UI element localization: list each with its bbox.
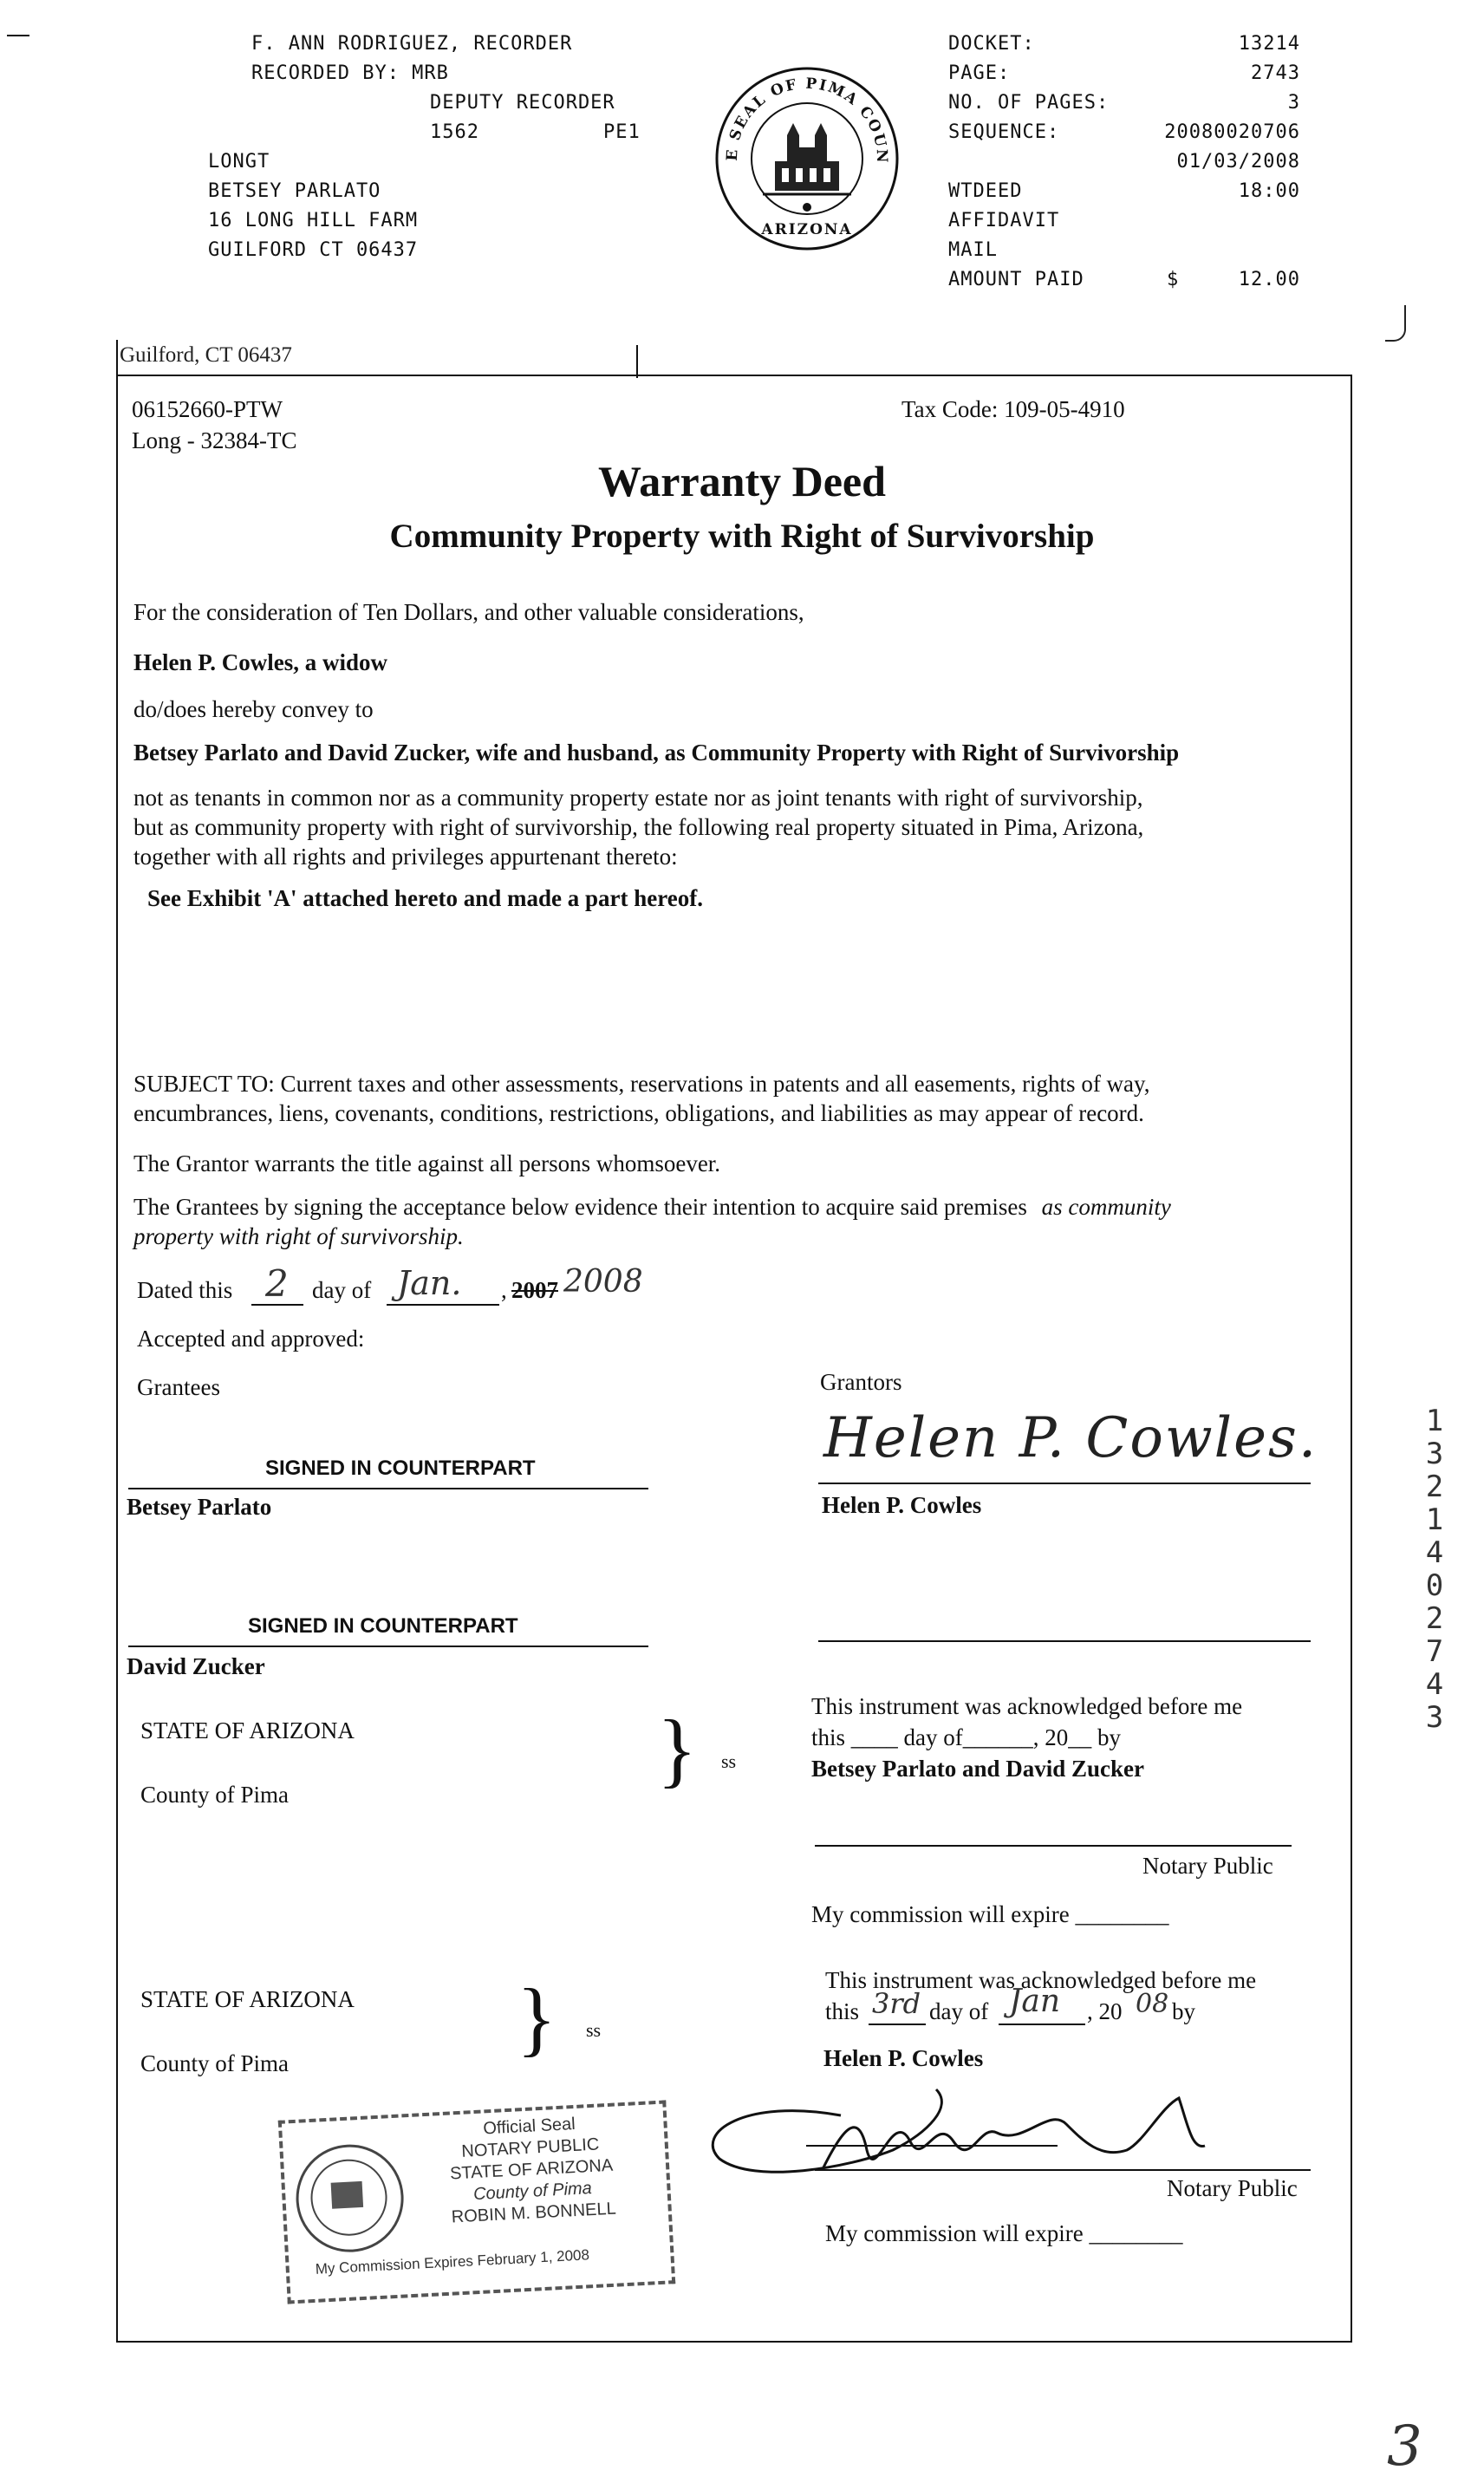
ack1-names: Betsey Parlato and David Zucker: [811, 1756, 1144, 1782]
dated-prefix: Dated this: [137, 1277, 233, 1303]
ack2-ss: ss: [586, 2019, 602, 2041]
notary-signature: [693, 2055, 1231, 2211]
ack2-names: Helen P. Cowles: [823, 2045, 984, 2071]
grantor-signature: Helen P. Cowles.: [823, 1406, 1318, 1470]
stamp-line-2: NOTARY PUBLIC: [460, 2134, 600, 2161]
deed-subtitle: Community Property with Right of Survivorship: [389, 518, 1095, 555]
grantee-2-signature-line: [128, 1646, 648, 1647]
deed-title: Warranty Deed: [598, 457, 886, 505]
dated-month-handwritten: Jan.: [397, 1264, 462, 1302]
grantor-signature-line: [818, 1483, 1311, 1484]
recorder-name: F. ANN RODRIGUEZ, RECORDER: [251, 33, 573, 55]
ack2-month-handwritten: Jan: [1009, 1984, 1061, 2019]
deputy-recorder: DEPUTY RECORDER: [430, 92, 615, 114]
ack1-line-2: this ____ day of______, 20__ by: [811, 1724, 1121, 1750]
ack2-year-handwritten: 08: [1136, 1989, 1169, 2019]
document-type: WTDEED: [948, 180, 1023, 202]
amount-value: 12.00: [1238, 269, 1300, 290]
dated-day-handwritten: 2: [265, 1262, 289, 1305]
cut-right-tick: [636, 345, 638, 378]
recorder-code-b: PE1: [603, 121, 641, 143]
affidavit-label: AFFIDAVIT: [948, 210, 1060, 231]
grantor-name: Helen P. Cowles: [822, 1492, 982, 1518]
sequence-value: 20080020706: [1164, 121, 1300, 143]
counterpart-stamp-1: SIGNED IN COUNTERPART: [265, 1457, 536, 1480]
amount-label: AMOUNT PAID: [948, 269, 1084, 290]
ack2-day-handwritten: 3rd: [872, 1987, 921, 2020]
ack2-day-of: day of: [929, 1998, 989, 2024]
page-label: PAGE:: [948, 62, 1011, 84]
mail-label: MAIL: [948, 239, 998, 261]
ack2-this: this: [825, 1998, 860, 2024]
margin-docket-page: 13214 02743: [1425, 1404, 1444, 1735]
consideration: For the consideration of Ten Dollars, and other valuable considerations,: [133, 599, 804, 625]
ack1-county: County of Pima: [140, 1782, 290, 1808]
dated-day-of: day of: [312, 1277, 372, 1303]
ack2-county: County of Pima: [140, 2050, 290, 2076]
stamp-line-5: ROBIN M. BONNELL: [451, 2199, 617, 2227]
recorded-by: RECORDED BY: MRB: [251, 62, 449, 84]
amount-currency: $: [1167, 269, 1180, 290]
convey-line: do/does hereby convey to: [133, 696, 374, 722]
dated-year-struck: 2007: [511, 1277, 558, 1303]
grantor-2-signature-line: [818, 1640, 1311, 1642]
warranty-line: The Grantor warrants the title against all persons whomsoever.: [133, 1150, 721, 1176]
deed-ref-2: Long - 32384-TC: [132, 427, 297, 453]
return-name: LONGT: [208, 151, 270, 173]
deed-ref-1: 06152660-PTW: [132, 396, 283, 422]
ack2-commission: My commission will expire ________: [825, 2220, 1183, 2246]
page-value: 2743: [1251, 62, 1300, 84]
ack2-state: STATE OF ARIZONA: [140, 1986, 355, 2012]
ack1-brace: }: [657, 1703, 698, 1795]
subject-to-line-1: SUBJECT TO: Current taxes and other assessments, reservations in patents and all easements, rights of way,: [133, 1071, 1150, 1097]
exhibit-line: See Exhibit 'A' attached hereto and made a part hereof.: [147, 885, 703, 911]
ack2-day-underline: [869, 2024, 926, 2025]
arizona-seal-icon: [293, 2141, 406, 2254]
cut-address: Guilford, CT 06437: [120, 343, 292, 367]
grantees-line: Betsey Parlato and David Zucker, wife and husband, as Community Property with Right of Survivorship: [133, 740, 1180, 766]
grantee-2-name: David Zucker: [127, 1653, 265, 1679]
grantees-intent-italic: as community: [1041, 1194, 1171, 1220]
stamp-line-6: My Commission Expires February 1, 2008: [315, 2246, 590, 2278]
stamp-line-4: County of Pima: [472, 2179, 593, 2205]
grantee-1-name: Betsey Parlato: [127, 1494, 272, 1520]
grantee-1-signature-line: [128, 1488, 648, 1489]
grantor-line: Helen P. Cowles, a widow: [133, 649, 388, 675]
dated-year-handwritten: 2008: [563, 1264, 643, 1300]
tenancy-line-2: but as community property with right of survivorship, the following real property situated in Pima, Arizona,: [133, 814, 1144, 840]
ack2-brace: }: [517, 1971, 557, 2064]
grantees-label: Grantees: [137, 1374, 220, 1400]
return-addressee: BETSEY PARLATO: [208, 180, 381, 202]
seal-bottom-text: ARIZONA: [761, 221, 853, 238]
counterpart-stamp-2: SIGNED IN COUNTERPART: [248, 1614, 518, 1638]
ack1-line-1: This instrument was acknowledged before me: [811, 1693, 1243, 1719]
ack2-by: by: [1172, 1998, 1195, 2024]
grantors-label: Grantors: [820, 1369, 902, 1395]
docket-label: DOCKET:: [948, 33, 1035, 55]
ack1-commission: My commission will expire ________: [811, 1901, 1169, 1927]
notary-stamp: [278, 2100, 675, 2304]
grantees-intent-line-2: property with right of survivorship.: [133, 1223, 464, 1249]
ack1-notary-label: Notary Public: [1142, 1853, 1273, 1879]
recorder-code-a: 1562: [430, 121, 479, 143]
tax-code: Tax Code: 109-05-4910: [901, 396, 1125, 422]
tenancy-line-1: not as tenants in common nor as a community property estate nor as joint tenants with right of survivorship,: [133, 785, 1143, 811]
ack2-line-1: This instrument was acknowledged before me: [825, 1967, 1257, 1993]
dated-month-underline: [387, 1304, 499, 1306]
cut-left-tick: [116, 340, 118, 375]
ack2-month-underline: [999, 2024, 1085, 2025]
pima-county-seal: [713, 64, 901, 253]
seal-top-text: E SEAL OF PIMA COUN: [723, 75, 891, 165]
pages-label: NO. OF PAGES:: [948, 92, 1110, 114]
ack2-year-prefix: , 20: [1087, 1998, 1123, 2024]
ack1-state: STATE OF ARIZONA: [140, 1717, 355, 1743]
accepted-approved: Accepted and approved:: [137, 1326, 365, 1352]
ack2-notary-label: Notary Public: [1167, 2175, 1298, 2201]
sequence-label: SEQUENCE:: [948, 121, 1060, 143]
ack1-ss: ss: [721, 1750, 737, 1772]
stamp-line-3: STATE OF ARIZONA: [449, 2155, 614, 2184]
return-street: 16 LONG HILL FARM: [208, 210, 419, 231]
pages-value: 3: [1287, 92, 1300, 114]
corner-dash: [7, 35, 29, 36]
return-city: GUILFORD CT 06437: [208, 239, 419, 261]
stamp-line-1: Official Seal: [482, 2114, 576, 2139]
record-time: 18:00: [1238, 180, 1300, 202]
record-date: 01/03/2008: [1176, 151, 1300, 173]
page-mark: 3: [1387, 2415, 1422, 2479]
grantees-intent-text: The Grantees by signing the acceptance below evidence their intention to acquire said premises: [133, 1194, 1027, 1220]
ack2-notary-line: [815, 2169, 1311, 2171]
bracket-mark: [1385, 305, 1406, 342]
ack1-notary-line: [815, 1845, 1292, 1847]
subject-to-line-2: encumbrances, liens, covenants, conditions, restrictions, obligations, and liabilities as may appear of record.: [133, 1100, 1144, 1126]
tenancy-line-3: together with all rights and privileges appurtenant thereto:: [133, 844, 678, 870]
docket-value: 13214: [1238, 33, 1300, 55]
